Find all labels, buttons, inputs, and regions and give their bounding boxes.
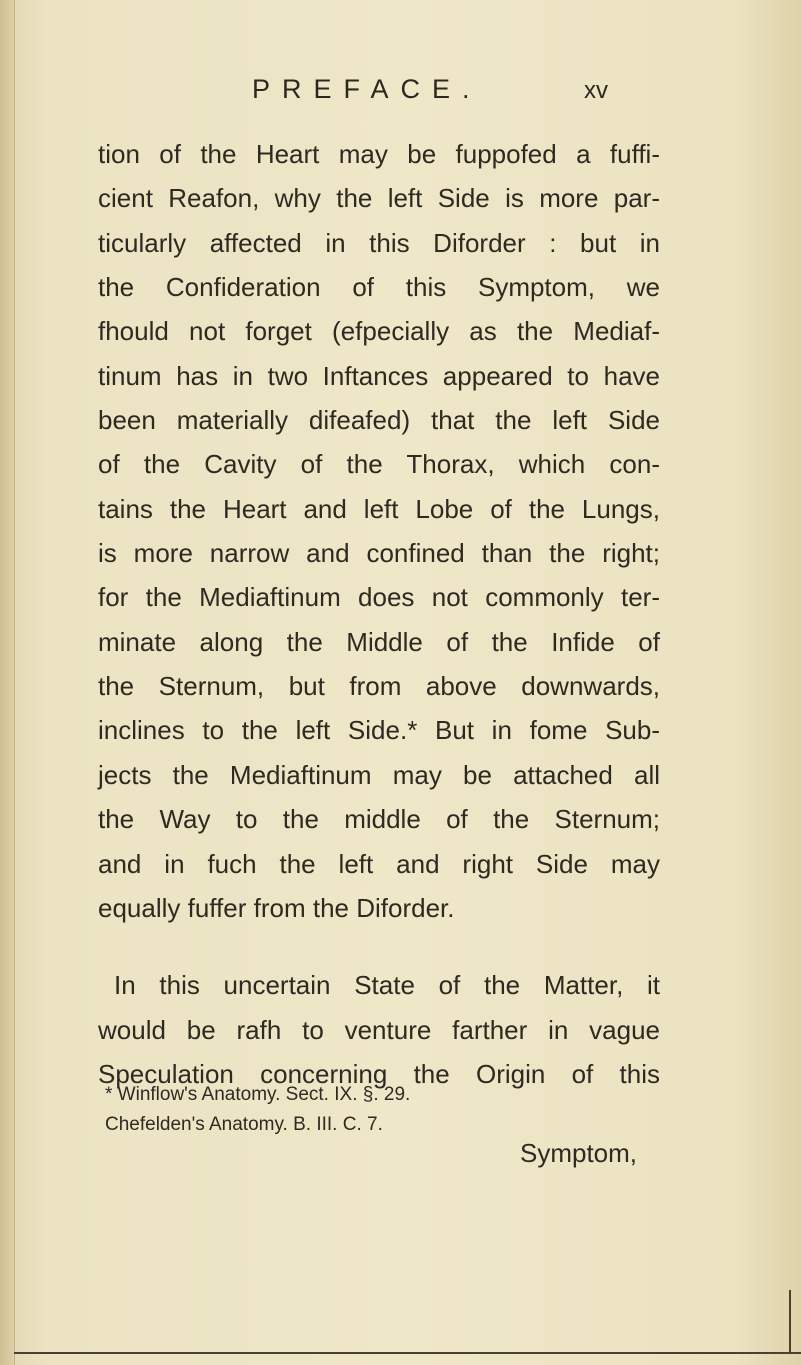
text-line: and in fuch the left and right Side may	[98, 848, 660, 879]
catchword: Symptom,	[520, 1138, 638, 1168]
paragraph-1	[98, 132, 660, 930]
page-right-edge	[789, 1290, 791, 1354]
text-line: fhould not forget (efpecially as the Mediaf-	[98, 316, 660, 347]
text-line: equally fuffer from the Diforder.	[98, 892, 455, 923]
footnote: * Winflow's Anatomy. Sect. IX. §. 29.	[105, 1084, 411, 1105]
page-bottom-edge	[14, 1352, 801, 1354]
text-line: been materially difeafed) that the left Side	[98, 405, 660, 436]
text-line: tains the Heart and left Lobe of the Lungs,	[98, 493, 660, 524]
text-line: jects the Mediaftinum may be attached all	[98, 759, 660, 790]
footnotes	[105, 1080, 665, 1140]
text-line: is more narrow and confined than the right;	[98, 538, 660, 569]
running-title: PREFACE.	[252, 74, 482, 104]
page-header	[0, 74, 801, 114]
text-line: cient Reafon, why the left Side is more par-	[98, 183, 660, 214]
body-text	[98, 132, 660, 1096]
text-line: the Confideration of this Symptom, we	[98, 272, 660, 303]
text-line: In this uncertain State of the Matter, it	[114, 970, 660, 1001]
footnote: Chefelden's Anatomy. B. III. C. 7.	[105, 1114, 383, 1135]
text-line: the Sternum, but from above downwards,	[98, 671, 660, 702]
page-number: xv	[584, 77, 608, 104]
text-line: ticularly affected in this Diforder : but in	[98, 227, 660, 258]
text-line: minate along the Middle of the Infide of	[98, 626, 660, 657]
text-line: inclines to the left Side.* But in fome Sub-	[98, 715, 660, 746]
page-gutter	[0, 0, 15, 1365]
text-line: Speculation concerning the Origin of this	[98, 1058, 660, 1089]
text-line: the Way to the middle of the Sternum;	[98, 804, 660, 835]
text-line: of the Cavity of the Thorax, which con-	[98, 449, 660, 480]
text-line: tion of the Heart may be fuppofed a fuffi-	[98, 139, 660, 169]
text-line: for the Mediaftinum does not commonly ter-	[98, 582, 660, 613]
paragraph-2	[98, 963, 660, 1096]
text-line: would be rafh to venture farther in vague	[98, 1014, 660, 1045]
text-line: tinum has in two Inftances appeared to have	[98, 360, 660, 391]
